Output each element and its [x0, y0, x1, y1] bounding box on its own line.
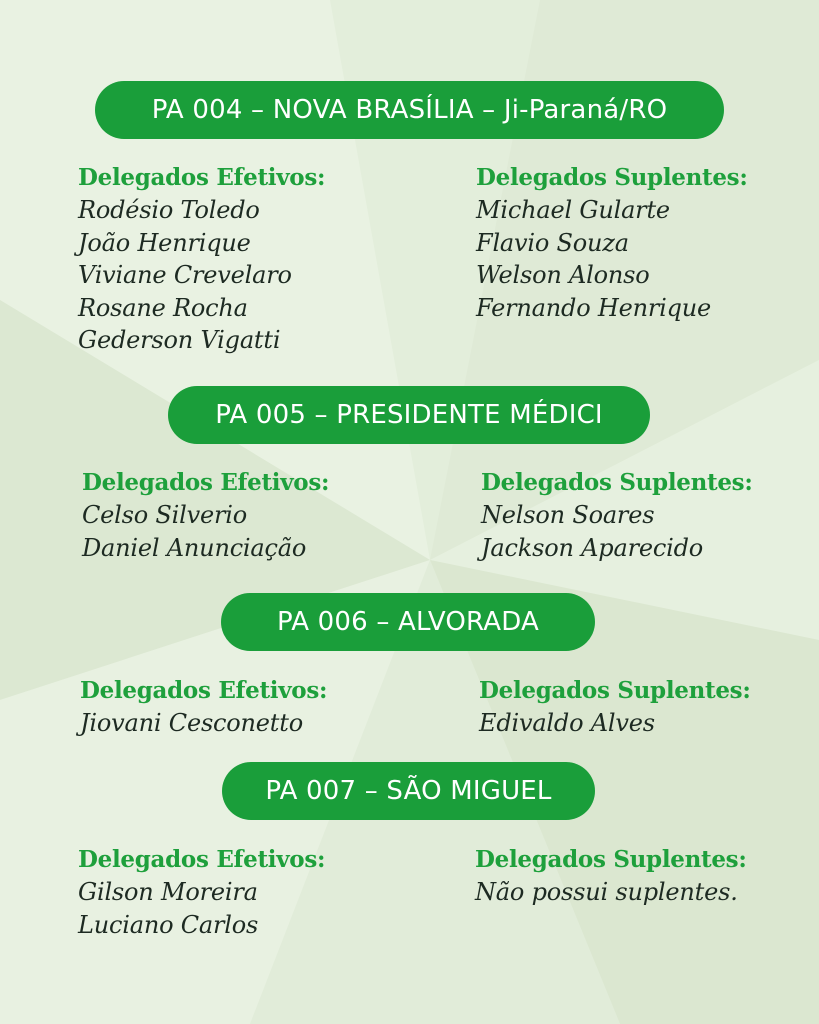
suplentes-list — [475, 876, 747, 909]
section-title-pill: PA 004 – NOVA BRASÍLIA – Ji-Paraná/RO — [95, 81, 724, 139]
no-suplentes-note: Não possui suplentes. — [475, 878, 738, 906]
delegate-name: Viviane Crevelaro — [78, 261, 292, 289]
delegate-name: Celso Silverio — [82, 501, 247, 529]
section-title-pill: PA 007 – SÃO MIGUEL — [222, 762, 595, 820]
delegados-efetivos-column — [78, 844, 325, 941]
efetivos-list — [78, 876, 325, 941]
suplentes-list — [479, 707, 751, 740]
delegados-efetivos-column — [78, 162, 325, 357]
efetivos-heading: Delegados Efetivos: — [82, 469, 330, 496]
suplentes-heading: Delegados Suplentes: — [475, 846, 747, 873]
suplentes-heading: Delegados Suplentes: — [476, 164, 748, 191]
suplentes-list — [476, 194, 748, 324]
delegate-name: Rosane Rocha — [78, 293, 248, 322]
delegate-name: Edivaldo Alves — [479, 709, 655, 737]
delegate-name: Daniel Anunciação — [82, 533, 307, 562]
section-title-pill: PA 006 – ALVORADA — [221, 593, 595, 651]
delegate-name: Gilson Moreira — [78, 878, 258, 906]
delegate-name: Nelson Soares — [481, 501, 655, 529]
suplentes-heading: Delegados Suplentes: — [479, 677, 751, 704]
efetivos-heading: Delegados Efetivos: — [78, 164, 326, 191]
delegate-name: Flavio Souza — [476, 228, 629, 257]
delegate-name: João Henrique — [78, 228, 251, 257]
efetivos-heading: Delegados Efetivos: — [78, 846, 326, 873]
delegate-name: Jiovani Cesconetto — [80, 709, 303, 737]
delegate-name: Fernando Henrique — [476, 293, 712, 322]
delegate-name: Luciano Carlos — [78, 910, 259, 939]
efetivos-heading: Delegados Efetivos: — [80, 677, 328, 704]
delegados-efetivos-column — [82, 467, 329, 564]
delegate-name: Jackson Aparecido — [481, 533, 703, 562]
delegate-name: Welson Alonso — [476, 261, 650, 289]
delegados-suplentes-column — [475, 844, 747, 909]
delegate-name: Michael Gularte — [476, 196, 670, 224]
delegados-efetivos-column — [80, 675, 327, 740]
section-title-pill: PA 005 – PRESIDENTE MÉDICI — [168, 386, 650, 444]
efetivos-list — [78, 194, 325, 357]
suplentes-list — [481, 499, 753, 564]
delegados-suplentes-column — [479, 675, 751, 740]
delegate-name: Gederson Vigatti — [78, 326, 281, 354]
delegados-suplentes-column — [476, 162, 748, 324]
suplentes-heading: Delegados Suplentes: — [481, 469, 753, 496]
delegados-suplentes-column — [481, 467, 753, 564]
efetivos-list — [82, 499, 329, 564]
delegate-name: Rodésio Toledo — [78, 196, 260, 224]
efetivos-list — [80, 707, 327, 740]
